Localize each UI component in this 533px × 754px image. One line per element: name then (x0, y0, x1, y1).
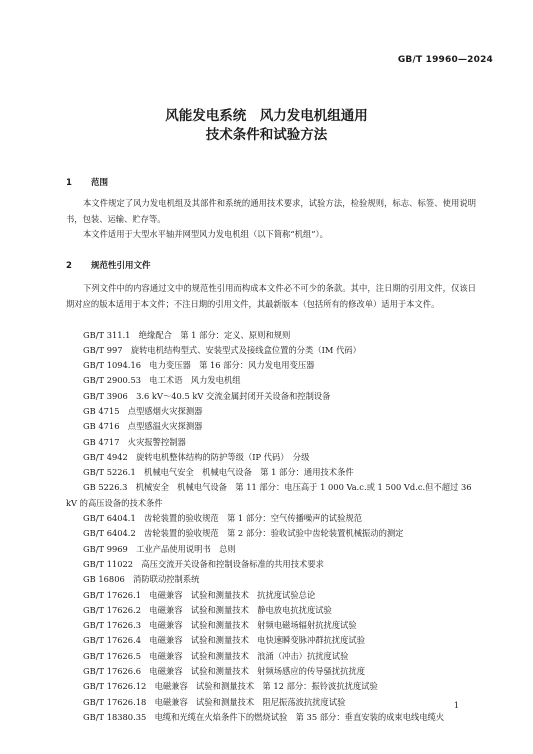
reference-item: GB/T 4942 旋转电机整体结构的防护等级（IP 代码） 分级 (83, 451, 310, 462)
reference-item: GB/T 17626.3 电磁兼容 试验和测量技术 射频电磁场辐射抗扰度试验 (83, 620, 357, 631)
reference-item: GB/T 11022 高压交流开关设备和控制设备标准的共用技术要求 (83, 558, 324, 569)
section-1-heading (66, 176, 108, 188)
reference-item: GB/T 5226.1 机械电气安全 机械电气设备 第 1 部分：通用技术条件 (83, 467, 354, 478)
reference-item: GB 5226.3 机械安全 机械电气设备 第 11 部分：电压高于 1 000 Va.c.或 1 500 Vd.c.但不超过 36 kV 的高压设备的技术条件 (66, 482, 472, 508)
reference-item: GB/T 17626.2 电磁兼容 试验和测量技术 静电放电抗扰度试验 (83, 604, 332, 615)
section-1-title: 范围 (91, 178, 109, 188)
normative-reference-list (66, 328, 481, 726)
reference-item: GB/T 1094.16 电力变压器 第 16 部分：风力发电用变压器 (83, 360, 315, 371)
reference-item: GB/T 17626.4 电磁兼容 试验和测量技术 电快速瞬变脉冲群抗扰度试验 (83, 635, 366, 646)
reference-item: GB 4717 火灾报警控制器 (83, 436, 186, 447)
section-2-title: 规范性引用文件 (91, 261, 151, 271)
reference-item: GB/T 6404.2 齿轮装置的验收规范 第 2 部分：验收试验中齿轮装置机械振动的测定 (83, 528, 404, 539)
reference-item: GB 4715 点型感烟火灾探测器 (83, 405, 203, 416)
section-2-heading (66, 259, 151, 271)
reference-item: GB/T 17626.5 电磁兼容 试验和测量技术 浪涌（冲击）抗扰度试验 (83, 650, 349, 661)
document-title-line-1: 风能发电系统 风力发电机组通用 (165, 108, 368, 124)
reference-item: GB/T 3906 3.6 kV～40.5 kV 交流金属封闭开关设备和控制设备 (83, 390, 331, 401)
section-2-paragraph: 下列文件中的内容通过文中的规范性引用而构成本文件必不可少的条款。其中，注日期的引用文件，仅该日期对应的版本适用于本文件；不注日期的引用文件，其最新版本（包括所有的修改单）适用于本文件。 (66, 283, 476, 309)
page-number: 1 (453, 701, 459, 710)
reference-item: GB 16806 消防联动控制系统 (83, 574, 200, 585)
section-1-paragraph: 本文件规定了风力发电机组及其部件和系统的通用技术要求，试验方法，检验规则，标志、标签、使用说明书，包装、运输、贮存等。 (66, 198, 476, 224)
reference-item: GB/T 997 旋转电机结构型式、安装型式及接线盒位置的分类（IM 代码） (83, 344, 361, 355)
reference-item: GB/T 17626.6 电磁兼容 试验和测量技术 射频场感应的传导骚扰抗扰度 (83, 666, 366, 677)
reference-item: GB/T 17626.18 电磁兼容 试验和测量技术 阻尼振荡波抗扰度试验 (83, 696, 346, 707)
reference-item: GB/T 17626.1 电磁兼容 试验和测量技术 抗扰度试验总论 (83, 589, 316, 600)
reference-item: GB/T 17626.12 电磁兼容 试验和测量技术 第 12 部分：振铃波抗扰度试验 (83, 681, 378, 692)
section-2-number: 2 (66, 261, 72, 271)
section-1-body (66, 196, 476, 243)
reference-item: GB/T 311.1 绝缘配合 第 1 部分：定义、原则和规则 (83, 329, 291, 340)
section-1-paragraph: 本文件适用于大型水平轴并网型风力发电机组（以下简称“机组”）。 (83, 229, 328, 239)
standard-code: GB/T 19960—2024 (397, 55, 493, 65)
reference-item: GB/T 9969 工业产品使用说明书 总则 (83, 543, 236, 554)
reference-item: GB/T 2900.53 电工术语 风力发电机组 (83, 375, 241, 386)
section-1-number: 1 (66, 178, 72, 188)
reference-item: GB/T 18380.35 电缆和光缆在火焰条件下的燃烧试验 第 35 部分：垂直安装的成束电线电缆火 (83, 711, 445, 722)
reference-item: GB/T 6404.1 齿轮装置的验收规范 第 1 部分：空气传播噪声的试验规范 (83, 513, 362, 524)
reference-item: GB 4716 点型感温火灾探测器 (83, 421, 203, 432)
section-2-body (66, 281, 476, 312)
document-title-line-2: 技术条件和试验方法 (205, 127, 328, 143)
